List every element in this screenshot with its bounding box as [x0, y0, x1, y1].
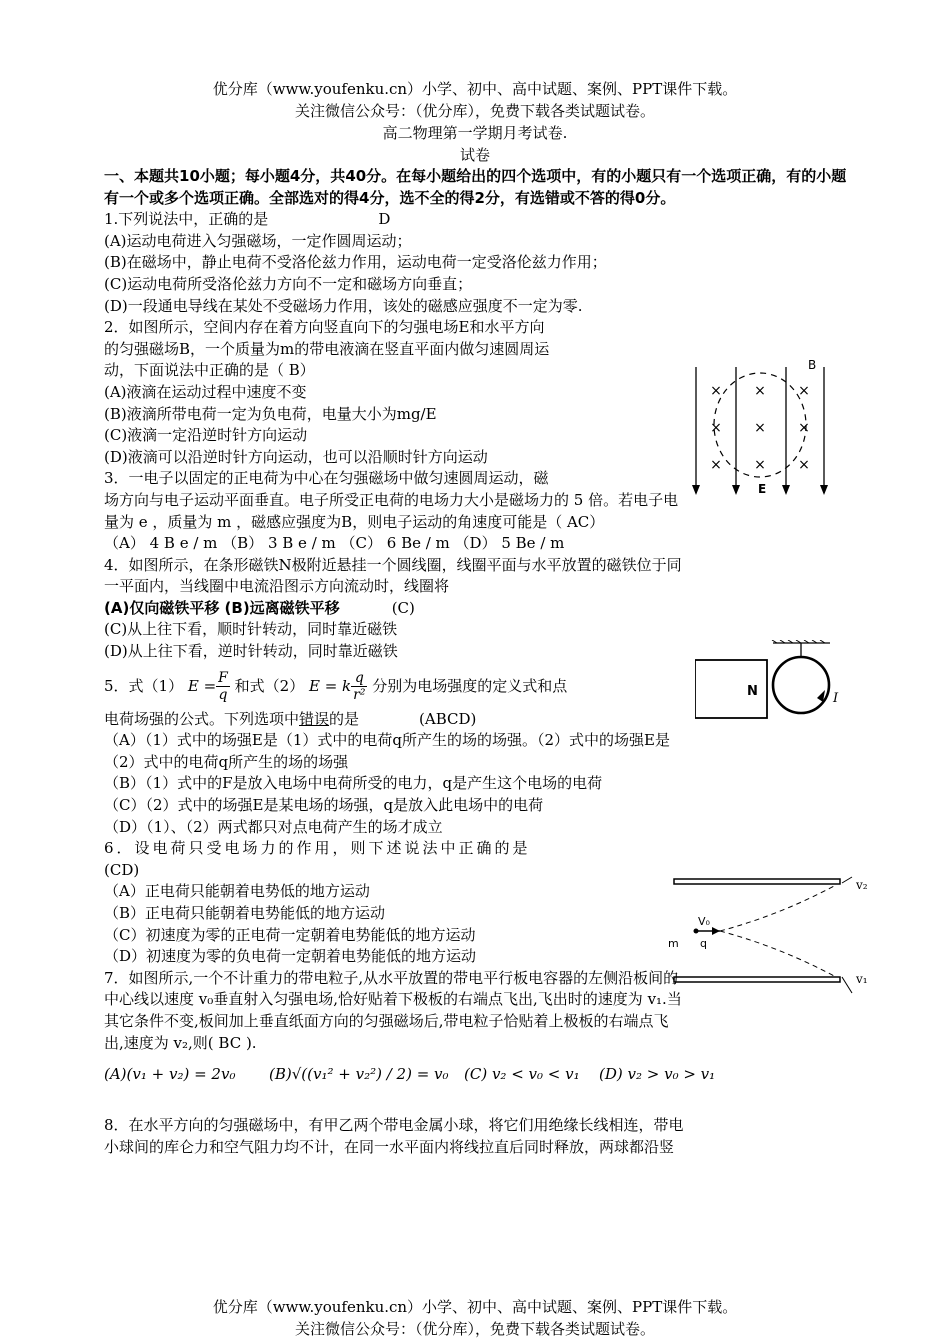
q5-formula-1 [216, 670, 230, 703]
q6-option-c: （C）初速度为零的正电荷一定朝着电势能低的地方运动 [104, 925, 476, 944]
title-sub: 试卷 [459, 146, 490, 164]
q4-option-d: (D)从上往下看，逆时针转动，同时靠近磁铁 [104, 642, 398, 661]
q2-line-1: 2．如图所示，空间内存在着方向竖直向下的匀强电场E和水平方向 [104, 318, 545, 337]
q5-option-c: （C）（2）式中的场强E是某电场的场强，q是放入此电场中的电荷 [104, 796, 544, 815]
q4-answer: (C) [391, 598, 415, 617]
svg-text:×: × [754, 457, 766, 473]
question-1-stem [104, 209, 849, 231]
title-main: 高二物理第一学期月考试卷. [382, 124, 568, 142]
q5-l2b: 错误 [299, 709, 330, 728]
page-header [0, 78, 950, 122]
q7-option-a: (A)(v₁ + v₂) = 2v₀ [104, 1065, 236, 1084]
fig-label-i: I [833, 691, 839, 706]
fig-label-b: B [808, 358, 817, 372]
q7-formula-options [104, 1054, 849, 1094]
q6-option-a: （A）正电荷只能朝着电势低的地方运动 [104, 882, 370, 901]
svg-text:×: × [754, 420, 766, 436]
q7-option-d: (D) v₂ > v₀ > v₁ [599, 1065, 716, 1084]
q2-option-a: (A)液滴在运动过程中速度不变 [104, 382, 307, 401]
q2-option-b: (B)液滴所带电荷一定为负电荷，电量大小为mg/E [104, 404, 437, 423]
q7-figure [660, 865, 870, 1005]
q6-line-1: 6．设电荷只受电场力的作用，则下述说法中正确的是 [104, 839, 531, 858]
q5-f1-lhs: E = [187, 676, 217, 695]
q1-option-c: (C)运动电荷所受洛伦兹力方向不一定和磁场方向垂直； [104, 274, 473, 293]
spacer [104, 1094, 849, 1115]
q1-option-a: (A)运动电荷进入匀强磁场，一定作圆周运动； [104, 231, 412, 250]
q4-line-2: 一平面内，当线圈中电流沿图示方向流动时，线圈将 [104, 577, 450, 596]
q2-field-diagram [688, 355, 848, 500]
q4-ab-text: (A)仅向磁铁平移 (B)远离磁铁平移 [104, 598, 340, 617]
q5-l2c: 的是 [329, 709, 360, 728]
fig-label-q: q [700, 937, 707, 950]
lower-plate [674, 977, 840, 982]
coil [773, 657, 829, 713]
q8-line-1: 8．在水平方向的匀强磁场中，有甲乙两个带电金属小球，将它们用绝缘长线相连，带电 [104, 1116, 684, 1135]
q5-f2-den: r² [353, 687, 366, 704]
q4-options-ab [104, 598, 849, 620]
svg-text:×: × [710, 420, 722, 436]
q2-line-2: 的匀强磁场B，一个质量为m的带电液滴在竖直平面内做匀速圆周运 [104, 339, 550, 358]
q7-line-2: 中心线以速度 v₀垂直射入匀强电场,恰好贴着下极板的右端点飞出,飞出时的速度为 v₁.当 [104, 990, 682, 1009]
q4-option-c: (C)从上往下看，顺时针转动，同时靠近磁铁 [104, 620, 398, 639]
q5-mid: 和式（2） [234, 676, 305, 695]
q5-option-a1: （A）（1）式中的场强E是（1）式中的电荷q所产生的场的场强。（2）式中的场强E是 [104, 731, 670, 750]
footer-line-1: 优分库（www.youfenku.cn）小学、初中、高中试题、案例、PPT课件下载。 [212, 1298, 738, 1316]
q5-f2-lhs: E = k [309, 676, 352, 695]
svg-text:×: × [798, 383, 810, 399]
fig-label-m: m [668, 937, 679, 950]
svg-text:×: × [754, 383, 766, 399]
q2-figure [688, 355, 848, 500]
footer-line-2: 关注微信公众号：（优分库），免费下载各类试题试卷。 [294, 1320, 655, 1338]
q3-line-1: 3．一电子以固定的正电荷为中心在匀强磁场中做匀速圆周运动，磁 [104, 469, 549, 488]
fig-label-n: N [747, 684, 758, 699]
q7-line-1: 7．如图所示,一个不计重力的带电粒子,从水平放置的带电平行板电容器的左侧沿板间的 [104, 968, 679, 987]
svg-text:×: × [798, 420, 810, 436]
section-intro: 一、本题共10小题；每小题4分，共40分。在每小题给出的四个选项中，有的小题只有一个选项正确，有的小题有一个或多个选项正确。全部选对的得4分，选不全的得2分，有选错或不答的得0分。 [104, 167, 847, 207]
q5-answer: (ABCD) [419, 709, 477, 728]
q8-line-2: 小球间的库仑力和空气阻力均不计，在同一水平面内将线拉直后同时释放，两球都沿竖 [104, 1137, 675, 1156]
q7-line-3: 其它条件不变,板间加上垂直纸面方向的匀强磁场后,带电粒子恰贴着上极板的右端点飞 [104, 1011, 669, 1030]
q5-pre: 5．式（1） [104, 676, 184, 695]
q6-option-b: （B）正电荷只能朝着电势能低的地方运动 [104, 904, 386, 922]
q3-line-2: 场方向与电子运动平面垂直。电子所受正电荷的电场力大小是磁场力的 5 倍。若电子电 [104, 490, 679, 509]
q4-magnet-diagram [695, 640, 855, 722]
q5-post: 分别为电场强度的定义式和点 [372, 676, 568, 695]
fig-label-v1: v₁ [856, 972, 868, 986]
q2-option-c: (C)液滴一定沿逆时针方向运动 [104, 426, 308, 445]
q1-option-b: (B)在磁场中，静止电荷不受洛伦兹力作用，运动电荷一定受洛伦兹力作用； [104, 253, 607, 272]
svg-text:×: × [798, 457, 810, 473]
q5-f1-den: q [218, 687, 228, 704]
q6-answer: (CD) [104, 860, 140, 879]
fig-label-v2: v₂ [856, 878, 868, 892]
q3-line-3: 量为 e ，质量为 m ，磁感应强度为B，则电子运动的角速度可能是（ AC） [104, 512, 605, 531]
exam-title [0, 122, 950, 166]
q5-l2a: 电荷场强的公式。下列选项中 [104, 709, 300, 728]
svg-text:×: × [710, 383, 722, 399]
q7-line-4: 出,速度为 v₂,则( BC ). [104, 1033, 257, 1052]
upper-plate [674, 879, 840, 884]
q5-f2-num: q [351, 670, 367, 687]
page-footer [0, 1296, 950, 1340]
q3-options: （A） 4 B e / m （B） 3 B e / m （C） 6 Be / m （D） 5 Be / m [104, 534, 565, 553]
q5-option-a2: （2）式中的电荷q所产生的场的场强 [104, 752, 349, 771]
q5-formula-2 [351, 670, 367, 703]
q7-option-c: (C) v₂ < v₀ < v₁ [464, 1065, 580, 1084]
header-line-2: 关注微信公众号：（优分库），免费下载各类试题试卷。 [294, 102, 655, 120]
q5-option-b: （B）（1）式中的F是放入电场中电荷所受的电力，q是产生这个电场的电荷 [104, 774, 603, 793]
q2-line-3: 动，下面说法中正确的是（ B） [104, 361, 315, 380]
header-line-1: 优分库（www.youfenku.cn）小学、初中、高中试题、案例、PPT课件下载。 [212, 80, 738, 98]
q1-stem-text: 1.下列说法中，正确的是 [104, 210, 269, 229]
q4-line-1: 4．如图所示，在条形磁铁N极附近悬挂一个圆线圈，线圈平面与水平放置的磁铁位于同 [104, 555, 682, 574]
q1-option-d: (D)一段通电导线在某处不受磁场力作用，该处的磁感应强度不一定为零. [104, 296, 583, 315]
capacitor-diagram [660, 865, 870, 1005]
q5-f1-num: F [218, 670, 228, 687]
q4-figure [695, 640, 855, 722]
q7-option-b: (B)√((v₁² + v₂²) / 2) = v₀ [269, 1065, 449, 1084]
q6-option-d: （D）初速度为零的负电荷一定朝着电势能低的地方运动 [104, 947, 477, 966]
q1-answer: D [378, 210, 391, 229]
fig-label-e: E [758, 482, 767, 496]
q5-option-d: （D）（1）、（2）两式都只对点电荷产生的场才成立 [104, 817, 443, 836]
q2-option-d: (D)液滴可以沿逆时针方向运动，也可以沿顺时针方向运动 [104, 447, 488, 466]
svg-text:×: × [710, 457, 722, 473]
fig-label-v0: V₀ [698, 915, 710, 928]
